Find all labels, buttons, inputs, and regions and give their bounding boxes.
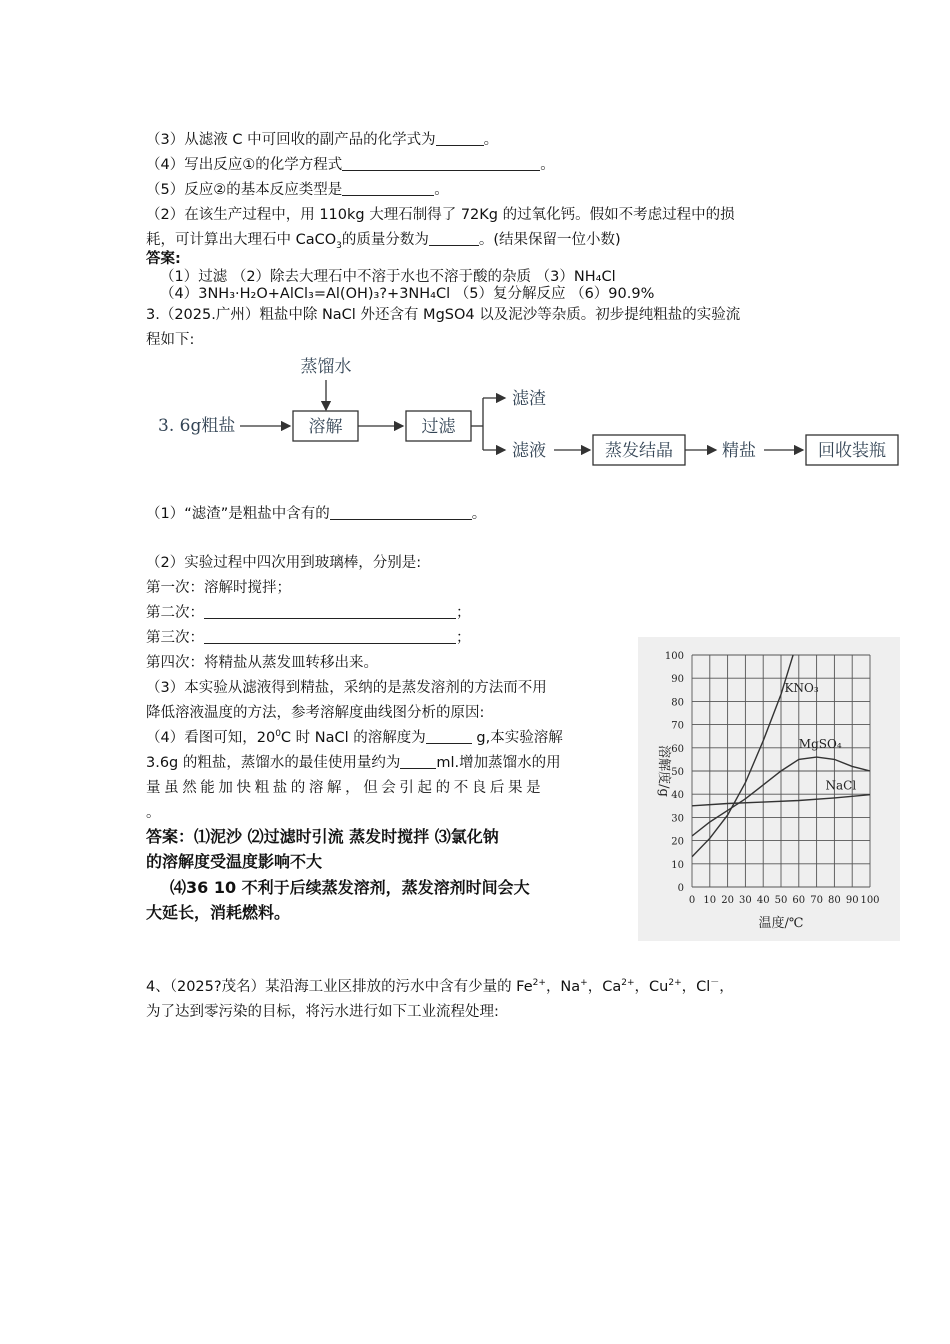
y-tick-label: 50 (671, 767, 684, 778)
y-tick-label: 30 (671, 813, 684, 825)
series-label-NaCl: NaCl (825, 778, 857, 793)
answer-blank[interactable] (204, 629, 456, 644)
y-tick-label: 100 (664, 651, 684, 662)
flow-dissolve-label: 溶解 (308, 417, 343, 437)
q3-first: 第一次：溶解时搅拌； (146, 580, 291, 596)
answer-label: 答案: (146, 251, 181, 267)
answer-blank[interactable] (342, 156, 540, 171)
flow-residue: 滤渣 (512, 389, 546, 409)
x-tick-label: 50 (774, 895, 788, 906)
y-tick-label: 90 (671, 674, 684, 686)
flow-recycle-label: 回收装瓶 (818, 441, 886, 461)
q2-line-4: （4）写出反应①的化学方程式 。 (146, 157, 555, 173)
x-tick-label: 60 (792, 895, 806, 906)
q4-line-2: 为了达到零污染的目标，将污水进行如下工业流程处理: (146, 1004, 499, 1020)
x-tick-label: 70 (810, 895, 823, 906)
solubility-chart-svg (638, 637, 900, 941)
x-tick-label: 10 (703, 895, 717, 906)
flow-fine-salt: 精盐 (722, 441, 756, 461)
q3-answer-4: 大延长，消耗燃料。 (146, 903, 291, 922)
answer-line-1: （1）过滤 （2）除去大理石中不溶于水也不溶于酸的杂质 （3）NH₄Cl (160, 269, 616, 285)
x-tick-label: 90 (845, 895, 859, 906)
q3-second: 第二次： ； (146, 605, 471, 621)
q3-part-3b: 降低溶液温度的方法，参考溶解度曲线图分析的原因: (146, 705, 485, 721)
y-tick-label: 20 (671, 836, 684, 848)
x-tick-label: 100 (860, 895, 880, 906)
y-tick-label: 70 (671, 720, 684, 732)
solubility-chart (638, 637, 900, 941)
q3-answer-1: 答案：⑴泥沙 ⑵过滤时引流 蒸发时搅拌 ⑶氯化钠 (146, 827, 499, 846)
y-tick-label: 40 (671, 790, 684, 802)
answer-blank[interactable] (342, 181, 434, 196)
q3-fourth: 第四次：将精盐从蒸发皿转移出来。 (146, 655, 378, 671)
y-tick-label: 0 (677, 883, 684, 894)
process-flow-diagram (150, 348, 910, 478)
x-tick-label: 40 (756, 895, 770, 906)
flow-filtrate: 滤液 (512, 441, 546, 461)
q3-title-2: 程如下: (146, 332, 195, 348)
q3-answer-2: 的溶解度受温度影响不大 (146, 852, 323, 871)
q2-line-5: （5）反应②的基本反应类型是 。 (146, 182, 449, 198)
y-tick-label: 60 (671, 743, 684, 755)
answer-blank[interactable] (436, 131, 484, 146)
q3-part-3a: （3）本实验从滤液得到精盐，采纳的是蒸发溶剂的方法而不用 (146, 680, 547, 696)
x-axis-label: 温度/℃ (758, 916, 804, 931)
x-tick-label: 0 (688, 895, 696, 906)
q4-line-1: 4、（2025?茂名）某沿海工业区排放的污水中含有少量的 $Fe^{2+}$，Na+，$Ca^{2+}$，$Cu^{2+}$，Cl－， (146, 978, 734, 995)
flow-crude-salt: 3. 6g粗盐 (158, 416, 236, 436)
y-tick-label: 80 (671, 697, 684, 709)
q3-part-2: （2）实验过程中四次用到玻璃棒，分别是: (146, 555, 422, 571)
answer-blank[interactable] (204, 604, 456, 619)
q2-line-6b: 耗，可计算出大理石中 CaCO$_3$的质量分数为 。(结果保留一位小数) (146, 232, 621, 251)
y-axis-label: 溶解度/g (656, 745, 671, 797)
flow-distilled-water: 蒸馏水 (300, 357, 352, 377)
q3-part-4b: 3.6g 的粗盐，蒸馏水的最佳使用量约为 ml.增加蒸馏水的用 (146, 755, 561, 771)
answer-blank[interactable] (426, 729, 472, 744)
q3-third: 第三次： ； (146, 630, 471, 646)
x-tick-label: 20 (721, 895, 734, 906)
q3-part-1: （1）“滤渣”是粗盐中含有的 。 (146, 506, 487, 522)
q3-title-1: 3.（2025.广州）粗盐中除 NaCl 外还含有 MgSO4 以及泥沙等杂质。初步提纯粗盐的实验流 (146, 307, 741, 323)
q3-part-4c: 量虽然能加快粗盐的溶解，但会引起的不良后果是 (146, 780, 545, 796)
series-label-MgSO4: MgSO₄ (798, 736, 842, 751)
q3-answer-3: ⑷36 10 不利于后续蒸发溶剂，蒸发溶剂时间会大 (170, 878, 530, 897)
q3-part-4d: 。 (146, 805, 161, 821)
q3-part-4a: （4）看图可知，$20^0C$ 时 NaCl 的溶解度为 g,本实验溶解 (146, 729, 563, 746)
answer-blank[interactable] (330, 505, 472, 520)
flow-filter-label: 过滤 (421, 417, 456, 437)
answer-line-2: （4）3NH₃·H₂O+AlCl₃=Al(OH)₃?+3NH₄Cl （5）复分解反应 （6）90.9% (160, 286, 655, 302)
answer-blank[interactable] (429, 231, 479, 246)
series-label-KNO3: KNO₃ (784, 681, 819, 696)
flow-evaporate-label: 蒸发结晶 (605, 441, 673, 461)
x-tick-label: 30 (739, 895, 752, 906)
answer-blank[interactable] (400, 754, 436, 769)
y-tick-label: 10 (671, 859, 684, 871)
q2-line-3: （3）从滤液 C 中可回收的副产品的化学式为 。 (146, 132, 499, 148)
x-tick-label: 80 (828, 895, 841, 906)
q2-line-6a: （2）在该生产过程中，用 110kg 大理石制得了 72Kg 的过氧化钙。假如不考虑过程中的损 (146, 207, 735, 223)
